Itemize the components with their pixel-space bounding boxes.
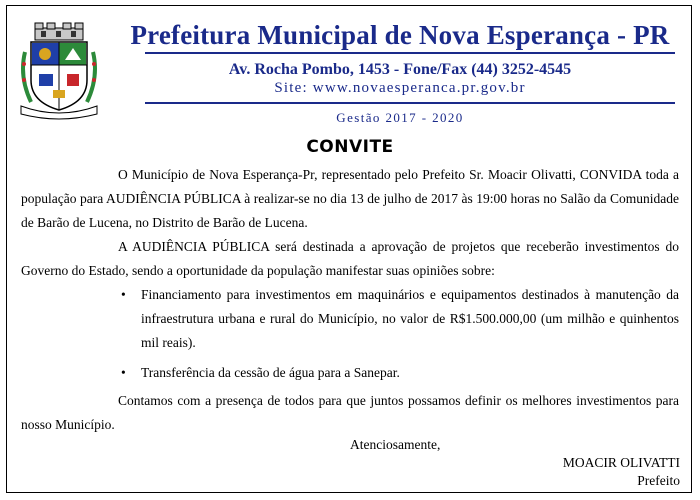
paragraph-invitation: O Município de Nova Esperança-Pr, representado pelo Prefeito Sr. Moacir Olivatti, CONVIDA toda a população para AUDIÊNCIA PÚBLICA à realizar-se no dia 13 de julho de 2017 às 19:00 horas no Salão da Comunidade de Barão de Lucena, no Distrito de Barão de Lucena. — [21, 167, 679, 230]
topics-list — [21, 283, 679, 385]
header-divider-bottom — [145, 102, 675, 104]
header-divider — [145, 52, 675, 54]
list-item-text: Transferência da cessão de água para a Sanepar. — [141, 365, 400, 380]
document-title: CONVITE — [306, 137, 394, 157]
greeting: Atenciosamente, — [350, 437, 441, 452]
header-website: Site: www.novaesperanca.pr.gov.br — [274, 80, 526, 96]
signer-name: MOACIR OLIVATTI — [562, 455, 680, 470]
header-term: Gestão 2017 - 2020 — [336, 110, 464, 125]
list-item — [21, 283, 679, 355]
signature-block — [563, 454, 680, 490]
signer-role: Prefeito — [637, 473, 680, 488]
paragraph-purpose: A AUDIÊNCIA PÚBLICA será destinada a aprovação de projetos que receberão investimentos do Governo do Estado, sendo a oportunidade da população manifestar suas opiniões sobre: — [21, 239, 679, 278]
document-body — [21, 163, 679, 437]
crown-icon — [35, 23, 83, 40]
municipal-crest-icon — [17, 22, 101, 120]
header-address: Av. Rocha Pombo, 1453 - Fone/Fax (44) 3252-4545 — [228, 61, 572, 78]
list-item-text: Financiamento para investimentos em maquinários e equipamentos destinados à manutenção da infraestrutura urbana e rural do Município, no valor de R$1.500.000,00 (um milhão e quinhentos mil reais). — [141, 287, 679, 350]
bullet-icon: • — [121, 287, 126, 302]
bullet-icon: • — [121, 365, 126, 380]
page-title: Prefeitura Municipal de Nova Esperança - PR — [130, 20, 670, 50]
paragraph-closing: Contamos com a presença de todos para que juntos possamos definir os melhores investimentos para nosso Município. — [21, 393, 679, 432]
list-item — [21, 361, 679, 385]
